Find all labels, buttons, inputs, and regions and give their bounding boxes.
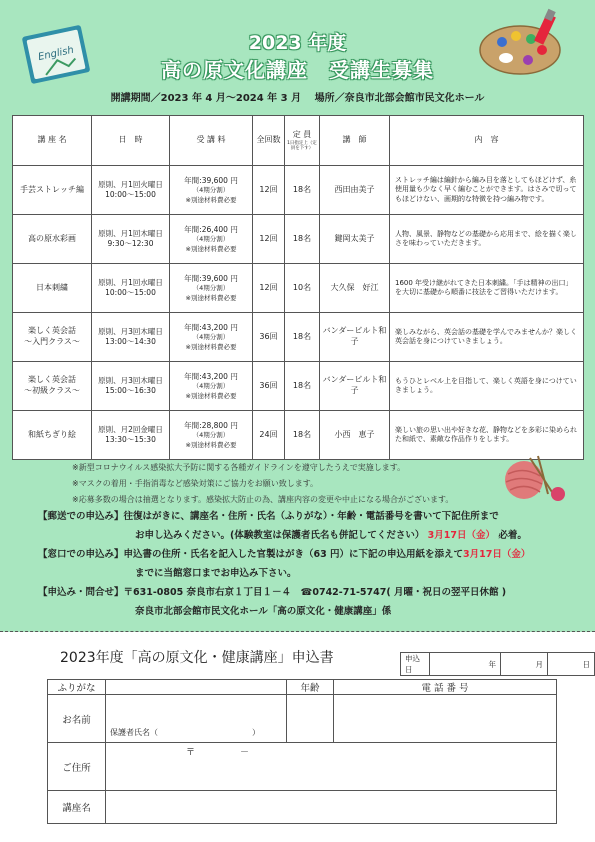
date1-text: 原則、月1回火曜日 [98, 180, 163, 190]
course-name [13, 411, 92, 460]
table-row [13, 411, 584, 460]
fee2-text: （4期分割） [192, 235, 230, 244]
col-header-times: 全回数 [253, 116, 285, 166]
course-teacher [320, 166, 390, 215]
course-times [253, 264, 285, 313]
fee2-text: （4期分割） [192, 333, 230, 342]
date2-text: 10:00～15:00 [105, 190, 156, 199]
form-title: 2023年度「高の原文化・健康講座」申込書 [60, 650, 334, 666]
mail-apply-suffix: 必着。 [498, 530, 527, 541]
note-item: ※新型コロナウイルス感染拡大予防に関する各種ガイドラインを遵守したうえで実施します。 [72, 463, 406, 472]
address-label: ご住所 [48, 743, 106, 791]
course-fee [170, 411, 253, 460]
application-form [47, 679, 557, 824]
contact-line1: 【申込み・問合せ】〒631-0805 奈良市右京１丁目１－４ ☎0742-71-5747( 月曜・祝日の翌平日休館 ) [38, 587, 507, 598]
date1-text: 原則、月3回木曜日 [98, 327, 163, 337]
fee3-text: ※別途材料費必要 [185, 293, 237, 302]
capacity-text: 18名 [292, 331, 312, 341]
course-fee [170, 362, 253, 411]
content-text: 1600 年受け継がれてきた日本刺繍。「手は精神の出口」を大切に基礎から順番に技法をご習得いただけます。 [395, 278, 573, 296]
date-month-field[interactable]: 月 [501, 653, 548, 676]
course-label: 講座名 [48, 791, 106, 824]
course-schedule [92, 166, 170, 215]
capacity-note: 1日指定上（定員を下す） [287, 140, 317, 151]
content-text: ストレッチ編は編針から編み目を落としてもほどけず、糸使用量も少なく早く編むことができます。はさみで切ってもほどけない、画期的な特徴を持つ編み物です。 [395, 175, 577, 203]
fee3-text: ※別途材料費必要 [185, 440, 237, 449]
fee3-text: ※別途材料費必要 [185, 244, 237, 253]
course-content [390, 166, 584, 215]
date1-text: 原則、月1回木曜日 [98, 229, 163, 239]
fee1-text: 年間:43,200 円 [184, 322, 238, 332]
course-fee [170, 313, 253, 362]
date-day-field[interactable]: 日 [548, 653, 595, 676]
course-name [13, 166, 92, 215]
date1-text: 原則、月3回木曜日 [98, 376, 163, 386]
fee1-text: 年間:39,600 円 [184, 175, 238, 185]
course-capacity [285, 264, 320, 313]
content-text: 人物、風景、静物などの基礎から応用まで、絵を描く楽しさを味わっていただきます。 [395, 229, 577, 247]
paint-palette-icon [476, 6, 576, 78]
name-text: 手芸ストレッチ編 [20, 184, 84, 194]
page-title: 高の原文化講座 受講生募集 [161, 58, 434, 82]
col-header-teacher: 講 師 [320, 116, 390, 166]
course-teacher [320, 215, 390, 264]
teacher-text: 大久保 好江 [330, 282, 379, 292]
fee2-text: （4期分割） [192, 284, 230, 293]
course-capacity [285, 215, 320, 264]
fee3-text: ※別途材料費必要 [185, 342, 237, 351]
name-text: 日本刺繍 [36, 282, 68, 292]
times-text: 12回 [259, 282, 278, 292]
furigana-field[interactable] [106, 680, 287, 695]
col-header-fee: 受 講 料 [170, 116, 253, 166]
col-header-date: 日 時 [92, 116, 170, 166]
capacity-text: 18名 [292, 380, 312, 390]
fee2-text: （4期分割） [192, 186, 230, 195]
window-apply-line1 [38, 545, 530, 564]
course-teacher [320, 313, 390, 362]
application-date-box [400, 652, 595, 676]
course-field[interactable] [106, 791, 557, 824]
fee1-text: 年間:43,200 円 [184, 371, 238, 381]
course-name [13, 215, 92, 264]
svg-text:English: English [37, 44, 75, 64]
address-field[interactable] [106, 743, 557, 791]
table-row [13, 264, 584, 313]
date2-text: 13:30～15:30 [105, 435, 156, 444]
course-name [13, 313, 92, 362]
fee2-text: （4期分割） [192, 382, 230, 391]
note-item: ※応募多数の場合は抽選となります。感染拡大防止の為、講座内容の変更や中止になる場合がございます。 [72, 495, 454, 504]
times-text: 12回 [259, 233, 278, 243]
mail-apply-line1: 【郵送での申込み】往復はがきに、講座名・住所・氏名（ふりがな）・年齢・電話番号を書いて下記住所まで [38, 511, 499, 522]
fee1-text: 年間:26,400 円 [184, 224, 238, 234]
table-row [13, 215, 584, 264]
date2-text: 10:00～15:00 [105, 288, 156, 297]
teacher-text: 鍵岡太美子 [334, 233, 375, 243]
date1-text: 原則、月1回水曜日 [98, 278, 163, 288]
name-text: 高の原水彩画 [28, 233, 76, 243]
course-schedule [92, 411, 170, 460]
course-schedule [92, 362, 170, 411]
capacity-label: 定 員 [292, 129, 312, 139]
title-year: 2023 年度 [248, 32, 347, 54]
content-text: 楽しみながら、英会話の基礎を学んでみませんか？楽しく英会話を身につけていきましょう。 [395, 327, 577, 345]
window-deadline: 3月17日（金） [463, 549, 531, 560]
postal-code: 〒 － [186, 748, 250, 758]
name-text: 楽しく英会話 ～入門クラス～ [24, 326, 80, 346]
date2-text: 9:30～12:30 [107, 239, 154, 248]
table-row [13, 313, 584, 362]
yarn-ball-icon [500, 452, 568, 502]
note-item: ※マスクの着用・手指消毒など感染対策にご協力をお願い致します。 [72, 479, 319, 488]
date1-text: 原則、月2回金曜日 [98, 425, 163, 435]
course-content [390, 215, 584, 264]
window-apply-text: 【窓口での申込み】申込書の住所・氏名を記入した官製はがき（63 円）に下記の申込用紙を添えて [38, 549, 464, 560]
course-name [13, 264, 92, 313]
times-text: 24回 [259, 429, 278, 439]
course-schedule [92, 264, 170, 313]
fee3-text: ※別途材料費必要 [185, 391, 237, 400]
col-header-name: 講 座 名 [13, 116, 92, 166]
course-content [390, 264, 584, 313]
course-teacher [320, 411, 390, 460]
name-label: お名前 [48, 695, 106, 743]
content-text: 楽しい旅の思い出や好きな花、静物などを多彩に染められた和紙で、素敵な作品作りをします。 [395, 425, 577, 443]
table-row [13, 362, 584, 411]
date2-text: 13:00～14:30 [105, 337, 156, 346]
period-location: 開講期間／2023 年 4 月～2024 年 3 月 場所／奈良市北部会館市民文化ホール [110, 93, 485, 104]
course-name [13, 362, 92, 411]
fee2-text: （4期分割） [192, 431, 230, 440]
course-capacity [285, 362, 320, 411]
course-schedule [92, 313, 170, 362]
table-header-row [13, 116, 584, 166]
mail-apply-line2 [38, 526, 530, 545]
course-capacity [285, 313, 320, 362]
phone-field[interactable] [334, 695, 557, 743]
capacity-text: 18名 [292, 429, 312, 439]
course-table [12, 115, 584, 460]
furigana-label: ふりがな [48, 680, 106, 695]
name-text: 楽しく英会話 ～初級クラス～ [24, 375, 80, 395]
course-times [253, 313, 285, 362]
course-content [390, 362, 584, 411]
table-row [13, 166, 584, 215]
date-year-field[interactable]: 年 [430, 653, 501, 676]
teacher-text: 小西 恵子 [334, 429, 375, 439]
content-text: もうひとレベル上を目指して、楽しく英語を身につけていきましょう。 [395, 376, 577, 394]
fee3-text: ※別途材料費必要 [185, 195, 237, 204]
capacity-text: 18名 [292, 184, 312, 194]
date2-text: 15:00～16:30 [105, 386, 156, 395]
course-teacher [320, 264, 390, 313]
date-label: 申込日 [401, 653, 430, 676]
age-label: 年齢 [287, 680, 334, 695]
course-times [253, 362, 285, 411]
teacher-text: バンダービルト和子 [322, 326, 387, 346]
phone-label: 電 話 番 号 [334, 680, 557, 695]
course-content [390, 313, 584, 362]
notes [72, 460, 453, 508]
course-schedule [92, 215, 170, 264]
course-times [253, 215, 285, 264]
capacity-text: 18名 [292, 233, 312, 243]
contact-line2: 奈良市北部会館市民文化ホール「高の原文化・健康講座」係 [135, 606, 392, 617]
apply-info [38, 507, 530, 621]
times-text: 36回 [259, 331, 278, 341]
times-text: 12回 [259, 184, 278, 194]
name-field[interactable] [106, 695, 287, 743]
course-capacity [285, 166, 320, 215]
window-apply-line2: までに当館窓口までお申込み下さい。 [135, 568, 297, 579]
col-header-content: 内 容 [390, 116, 584, 166]
col-header-capacity [285, 116, 320, 166]
capacity-text: 10名 [292, 282, 312, 292]
course-fee [170, 215, 253, 264]
course-times [253, 166, 285, 215]
name-text: 和紙ちぎり絵 [28, 429, 76, 439]
age-field[interactable] [287, 695, 334, 743]
cut-line-divider [0, 631, 595, 632]
course-times [253, 411, 285, 460]
course-capacity [285, 411, 320, 460]
course-fee [170, 264, 253, 313]
fee1-text: 年間:39,600 円 [184, 273, 238, 283]
times-text: 36回 [259, 380, 278, 390]
teacher-text: 西田由美子 [334, 184, 375, 194]
teacher-text: バンダービルト和子 [322, 375, 387, 395]
course-fee [170, 166, 253, 215]
mail-deadline: 3月17日（金） [427, 530, 495, 541]
guardian-label: 保護者氏名（ [110, 728, 158, 737]
mail-apply-text: お申し込みください。(体験教室は保護者氏名も併記してください） [135, 530, 425, 541]
guardian-close: ） [252, 728, 260, 737]
course-teacher [320, 362, 390, 411]
fee1-text: 年間:28,800 円 [184, 420, 238, 430]
